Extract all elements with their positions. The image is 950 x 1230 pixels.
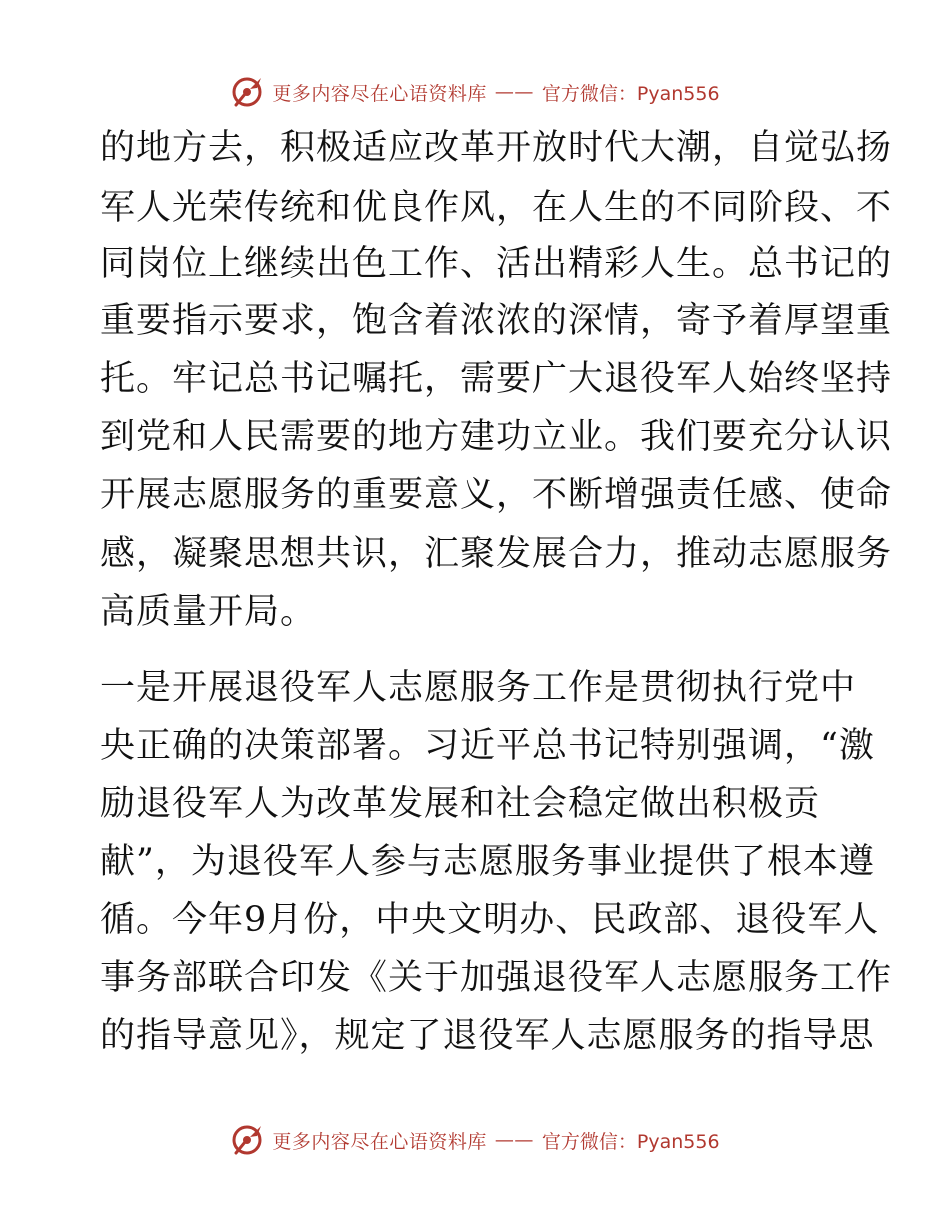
header-banner (0, 72, 950, 112)
body-line: 的指导意见》，规定了退役军人志愿服务的指导思 (100, 1016, 875, 1056)
body-line: 事务部联合印发《关于加强退役军人志愿服务工作 (100, 958, 893, 998)
header-separator: —— (494, 81, 534, 103)
body-line: 开展志愿服务的重要意义，不断增强责任感、使命 (100, 475, 893, 515)
quill-circle-icon (230, 75, 264, 109)
body-line: 循。今年9月份，中央文明办、民政部、退役军人 (100, 900, 880, 940)
body-line: 感，凝聚思想共识，汇聚发展合力，推动志愿服务 (100, 534, 893, 574)
body-line: 军人光荣传统和优良作风，在人生的不同阶段、不 (100, 188, 893, 228)
body-line: 央正确的决策部署。习近平总书记特别强调，“激 (100, 726, 875, 766)
header-site-text: 更多内容尽在心语资料库 (272, 82, 487, 105)
footer-separator: —— (494, 1129, 534, 1151)
body-line: 的地方去，积极适应改革开放时代大潮，自觉弘扬 (100, 128, 893, 168)
body-line: 同岗位上继续出色工作、活出精彩人生。总书记的 (100, 244, 893, 284)
footer-wechat-text: 官方微信：Pyan556 (541, 1130, 720, 1153)
body-line: 献”，为退役军人参与志愿服务事业提供了根本遵 (100, 842, 875, 882)
body-line: 高质量开局。 (100, 592, 317, 632)
body-line: 一是开展退役军人志愿服务工作是贯彻执行党中 (100, 668, 857, 708)
footer-banner (0, 1120, 950, 1160)
body-line: 重要指示要求，饱含着浓浓的深情，寄予着厚望重 (100, 301, 893, 341)
body-line: 托。牢记总书记嘱托，需要广大退役军人始终坚持 (100, 359, 893, 399)
quill-circle-icon (230, 1123, 264, 1157)
footer-site-text: 更多内容尽在心语资料库 (272, 1130, 487, 1153)
body-line: 到党和人民需要的地方建功立业。我们要充分认识 (100, 417, 893, 457)
body-line: 励退役军人为改革发展和社会稳定做出积极贡 (100, 784, 821, 824)
header-wechat-text: 官方微信：Pyan556 (541, 82, 720, 105)
